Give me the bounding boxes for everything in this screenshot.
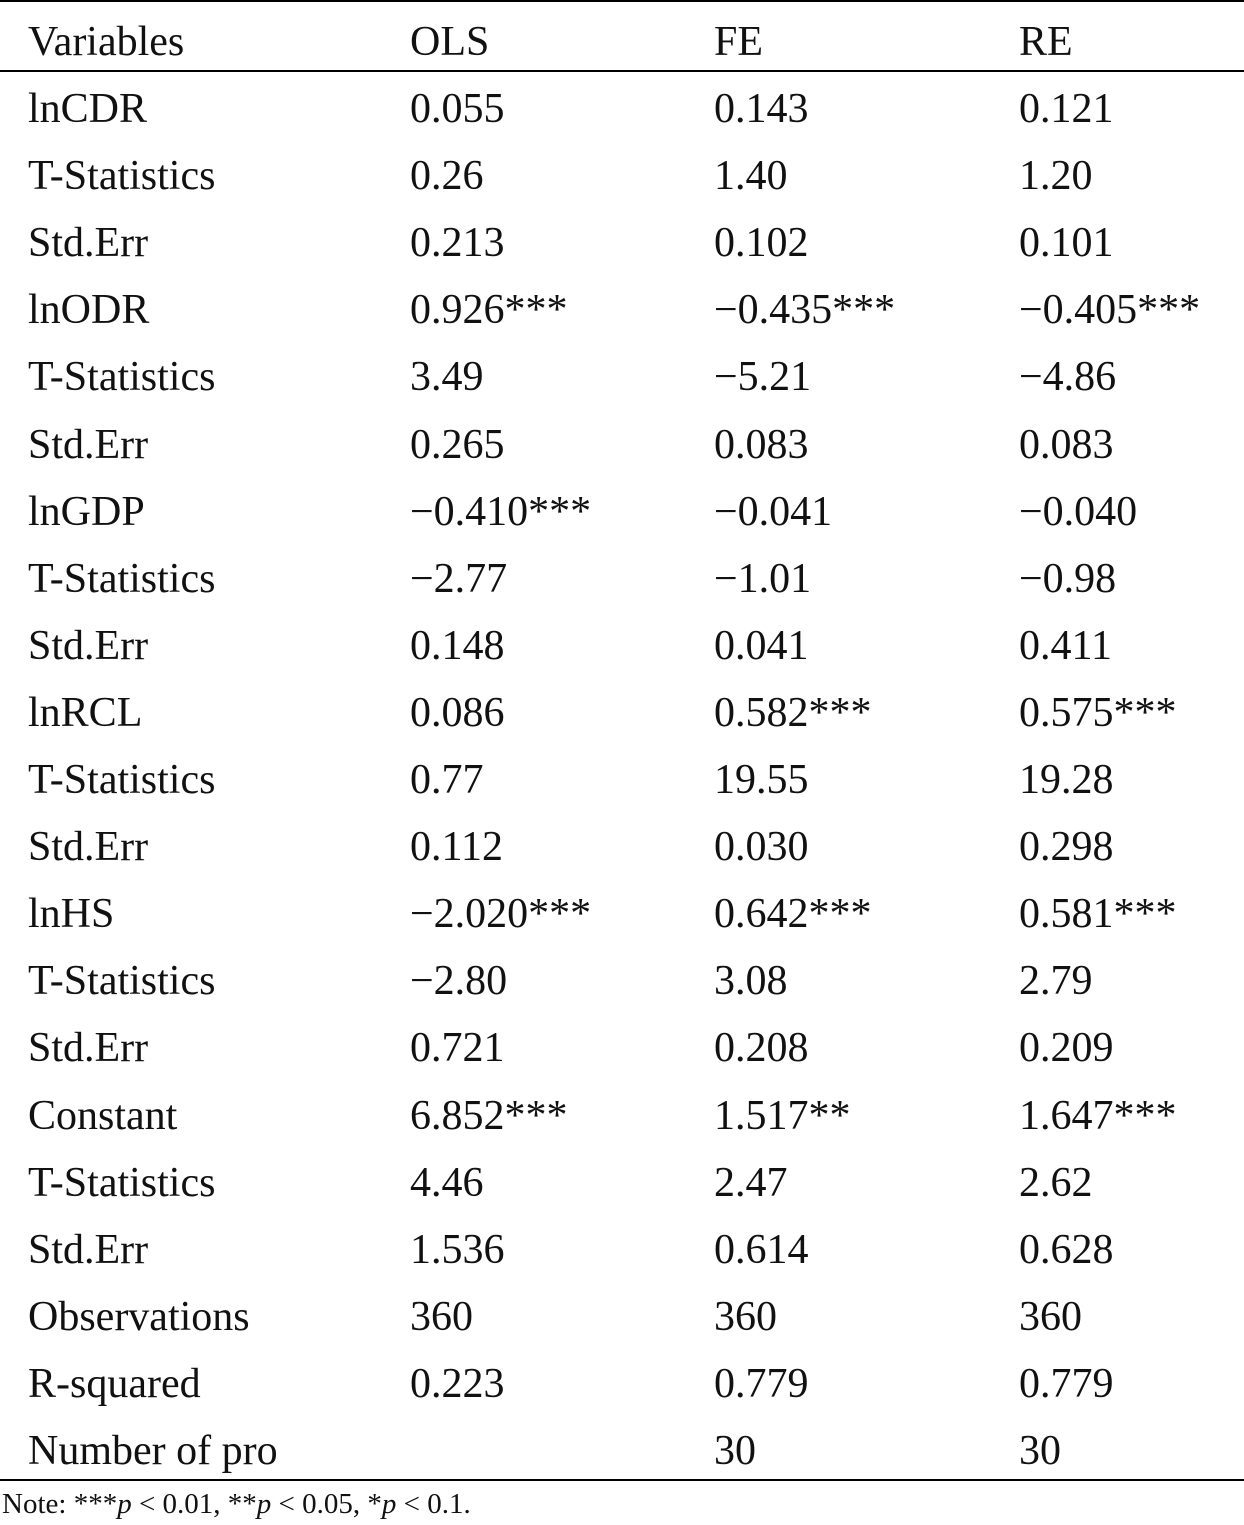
- cell-re: −0.040: [1019, 488, 1138, 535]
- cell-re: 1.20: [1019, 153, 1093, 200]
- cell-re: 0.209: [1019, 1025, 1114, 1072]
- cell-fe: −0.435***: [714, 287, 896, 334]
- note-stars-3: *: [367, 1488, 382, 1520]
- cell-re: −0.405***: [1019, 287, 1201, 334]
- cell-variable: lnODR: [28, 287, 150, 334]
- cell-re: 1.647***: [1019, 1092, 1177, 1139]
- cell-re: −0.98: [1019, 555, 1117, 602]
- cell-re: 0.101: [1019, 220, 1114, 267]
- table-row: [0, 546, 1244, 613]
- cell-variable: Std.Err: [28, 421, 149, 468]
- table-row: [0, 277, 1244, 344]
- cell-fe: 0.614: [714, 1226, 809, 1273]
- cell-re: 0.628: [1019, 1226, 1114, 1273]
- cell-ols: −2.020***: [410, 891, 592, 938]
- cell-ols: −2.77: [410, 555, 508, 602]
- cell-re: 2.79: [1019, 958, 1093, 1005]
- note-threshold-1: < 0.01,: [131, 1488, 228, 1520]
- cell-ols: 4.46: [410, 1159, 484, 1206]
- note-threshold-3: < 0.1.: [396, 1488, 471, 1520]
- table-row: [0, 479, 1244, 546]
- table-header-rule: [0, 70, 1244, 72]
- table-row: [0, 680, 1244, 747]
- cell-fe: 0.041: [714, 622, 809, 669]
- cell-ols: 0.926***: [410, 287, 568, 334]
- table-row: [0, 1083, 1244, 1150]
- cell-re: 360: [1019, 1293, 1082, 1340]
- cell-fe: −5.21: [714, 354, 812, 401]
- cell-fe: 2.47: [714, 1159, 788, 1206]
- cell-re: 0.581***: [1019, 891, 1177, 938]
- cell-variable: Number of pro: [28, 1428, 278, 1474]
- table-row: [0, 344, 1244, 411]
- note-stars-1: ***: [73, 1488, 118, 1520]
- table-row: [0, 76, 1244, 143]
- table-row: [0, 412, 1244, 479]
- note-p-1: p: [117, 1488, 132, 1520]
- cell-fe: 0.083: [714, 421, 809, 468]
- cell-ols: 0.112: [410, 824, 503, 871]
- table-row: [0, 613, 1244, 680]
- table-row: [0, 1015, 1244, 1082]
- cell-fe: 0.642***: [714, 891, 872, 938]
- cell-variable: Std.Err: [28, 824, 149, 871]
- cell-variable: lnRCL: [28, 689, 143, 736]
- cell-fe: 1.517**: [714, 1092, 851, 1139]
- cell-fe: 360: [714, 1293, 777, 1340]
- cell-re: −4.86: [1019, 354, 1117, 401]
- cell-ols: 0.055: [410, 86, 505, 132]
- cell-variable: T-Statistics: [28, 354, 216, 401]
- cell-variable: T-Statistics: [28, 555, 216, 602]
- cell-ols: 0.77: [410, 757, 484, 803]
- cell-ols: 0.26: [410, 153, 484, 200]
- table-top-rule: [0, 0, 1244, 2]
- cell-re: 0.779: [1019, 1360, 1114, 1407]
- cell-ols: 0.223: [410, 1360, 505, 1407]
- cell-variable: Std.Err: [28, 220, 149, 267]
- table-row: [0, 814, 1244, 881]
- cell-re: 30: [1019, 1428, 1061, 1474]
- cell-ols: 0.086: [410, 689, 505, 736]
- cell-fe: 1.40: [714, 153, 788, 200]
- cell-fe: 0.030: [714, 824, 809, 871]
- cell-ols: 360: [410, 1293, 473, 1340]
- cell-variable: Std.Err: [28, 622, 149, 669]
- table-header-row: [0, 9, 1244, 76]
- cell-fe: 0.208: [714, 1025, 809, 1072]
- cell-re: 0.298: [1019, 824, 1114, 871]
- cell-fe: 3.08: [714, 958, 788, 1005]
- cell-variable: Observations: [28, 1293, 250, 1340]
- cell-fe: 0.143: [714, 86, 809, 132]
- cell-ols: −0.410***: [410, 488, 592, 535]
- note-label: Note:: [2, 1488, 74, 1520]
- table-row: [0, 881, 1244, 948]
- cell-variable: Constant: [28, 1092, 178, 1139]
- header-ols: OLS: [410, 19, 490, 65]
- cell-ols: 0.721: [410, 1025, 505, 1072]
- cell-ols: 0.213: [410, 220, 505, 267]
- note-p-3: p: [381, 1488, 397, 1520]
- cell-re: 19.28: [1019, 757, 1114, 803]
- cell-fe: 30: [714, 1428, 756, 1474]
- cell-fe: 19.55: [714, 757, 809, 803]
- header-re: RE: [1019, 19, 1073, 65]
- table-row: [0, 948, 1244, 1015]
- cell-re: 0.083: [1019, 421, 1114, 468]
- header-variables: Variables: [28, 19, 185, 65]
- table-row: [0, 1284, 1244, 1351]
- cell-variable: Std.Err: [28, 1025, 149, 1072]
- cell-re: 0.411: [1019, 622, 1112, 669]
- cell-fe: −0.041: [714, 488, 833, 535]
- cell-variable: T-Statistics: [28, 958, 216, 1005]
- cell-fe: −1.01: [714, 555, 812, 602]
- cell-re: 0.575***: [1019, 689, 1177, 736]
- cell-re: 0.121: [1019, 86, 1114, 132]
- note-threshold-2: < 0.05,: [271, 1488, 368, 1520]
- note-stars-2: **: [227, 1488, 257, 1520]
- cell-ols: 3.49: [410, 354, 484, 401]
- note-p-2: p: [256, 1488, 272, 1520]
- cell-fe: 0.779: [714, 1360, 809, 1407]
- cell-fe: 0.582***: [714, 689, 872, 736]
- table-row: [0, 210, 1244, 277]
- cell-variable: T-Statistics: [28, 153, 216, 200]
- table-bottom-rule: [0, 1479, 1244, 1481]
- cell-fe: 0.102: [714, 220, 809, 267]
- table-row: [0, 1217, 1244, 1284]
- cell-ols: 6.852***: [410, 1092, 568, 1139]
- cell-ols: 0.148: [410, 622, 505, 669]
- cell-variable: lnCDR: [28, 86, 148, 132]
- cell-variable: lnGDP: [28, 488, 145, 535]
- cell-variable: lnHS: [28, 891, 115, 938]
- cell-variable: R-squared: [28, 1360, 201, 1407]
- cell-ols: 1.536: [410, 1226, 505, 1273]
- table-row: [0, 1150, 1244, 1217]
- cell-variable: Std.Err: [28, 1226, 149, 1273]
- table-note: [2, 1486, 471, 1522]
- cell-ols: −2.80: [410, 958, 508, 1005]
- table-row: [0, 1418, 1244, 1485]
- cell-variable: T-Statistics: [28, 757, 216, 803]
- cell-variable: T-Statistics: [28, 1159, 216, 1206]
- cell-ols: 0.265: [410, 421, 505, 468]
- table-row: [0, 143, 1244, 210]
- cell-re: 2.62: [1019, 1159, 1093, 1206]
- header-fe: FE: [714, 19, 764, 65]
- table-row: [0, 1351, 1244, 1418]
- table-row: [0, 747, 1244, 814]
